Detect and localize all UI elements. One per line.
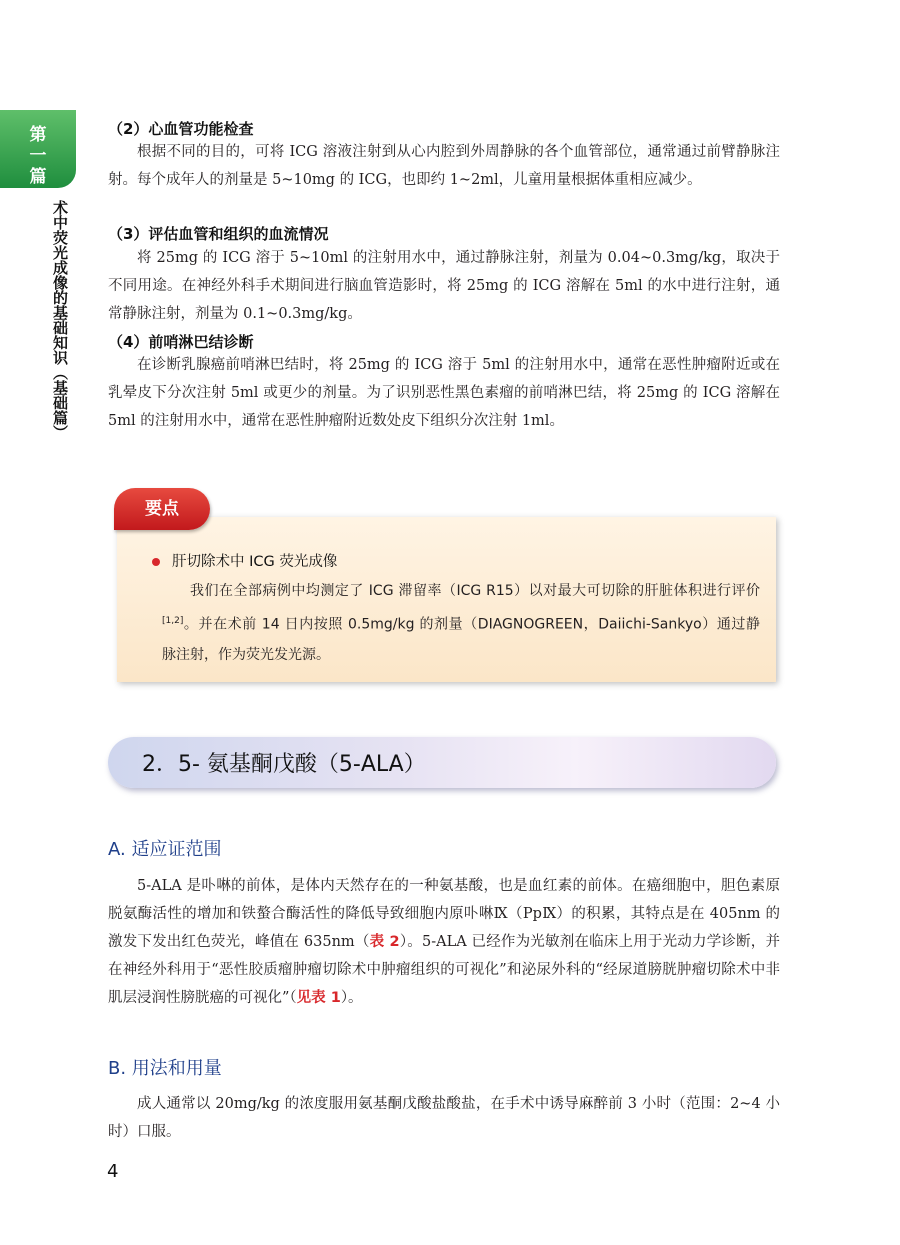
- citation: [1,2]: [162, 616, 184, 626]
- key-point-text-cont: 。并在术前 14 日内按照 0.5mg/kg 的剂量（DIAGNOGREEN，Daiichi-Sankyo）通过静脉注射，作为荧光发光源。: [162, 616, 760, 663]
- table-1-reference[interactable]: 见表 1: [296, 990, 341, 1006]
- bullet-icon: [152, 558, 160, 566]
- part-char: 第: [29, 125, 47, 145]
- subheading-2: （2）心血管功能检查: [108, 120, 254, 138]
- subheading-3: （3）评估血管和组织的血流情况: [108, 225, 329, 243]
- section-a-text-cont: ）。5-ALA 已经作为光敏剂在临床上用于光动力学诊断，并在神经外科用于“恶性胶质瘤肿瘤切除术中肿瘤组织的可视化”和泌尿外科的“经尿道膀胱肿瘤切除术中非肌层浸润性膀胱癌的可视化”（: [108, 934, 781, 1006]
- section-a-text: 5-ALA 是卟啉的前体，是体内天然存在的一种氨基酸，也是血红素的前体。在癌细胞中，胆色素原脱氨酶活性的增加和铁螯合酶活性的降低导致细胞内原卟啉Ⅸ（PpⅨ）的积累，其特点是在 405nm 的激发下发出红色荧光，峰值在 635nm（: [108, 878, 780, 950]
- page-number: 4: [107, 1161, 119, 1182]
- section-a-paragraph: [108, 872, 780, 1012]
- key-point-body: [162, 576, 760, 670]
- key-point-text: 我们在全部病例中均测定了 ICG 滞留率（ICG R15）以对最大可切除的肝脏体积进行评价: [190, 583, 760, 599]
- side-running-title: 术中荧光成像的基础知识（基础篇）: [51, 200, 69, 440]
- part-char: 篇: [29, 167, 47, 187]
- key-point-heading-text: 肝切除术中 ICG 荧光成像: [172, 554, 338, 570]
- key-point-badge: 要点: [114, 488, 210, 530]
- subheading-4: （4）前哨淋巴结诊断: [108, 333, 254, 351]
- table-2-reference[interactable]: 表 2: [369, 934, 400, 950]
- key-point-heading: [152, 550, 337, 571]
- chapter-banner: [108, 737, 776, 788]
- part-char: 一: [29, 146, 47, 166]
- section-b-paragraph: 成人通常以 20mg/kg 的浓度服用氨基酮戊酸盐酸盐，在手术中诱导麻醉前 3 小时（范围：2~4 小时）口服。: [108, 1096, 780, 1140]
- paragraph-3: 将 25mg 的 ICG 溶于 5~10ml 的注射用水中，通过静脉注射，剂量为 0.04~0.3mg/kg，取决于不同用途。在神经外科手术期间进行脑血管造影时，将 25mg 的 ICG 溶解在 5ml 的水中进行注射，通常静脉注射，剂量为 0.1~0.3mg/kg。: [108, 250, 780, 322]
- section-a-text-end: ）。: [340, 990, 363, 1006]
- paragraph-2: 根据不同的目的，可将 ICG 溶液注射到从心内腔到外周静脉的各个血管部位，通常通过前臂静脉注射。每个成年人的剂量是 5~10mg 的 ICG，也即约 1~2ml，儿童用量根据体重相应减少。: [108, 144, 780, 188]
- paragraph-4: 在诊断乳腺癌前哨淋巴结时，将 25mg 的 ICG 溶于 5ml 的注射用水中，通常在恶性肿瘤附近或在乳晕皮下分次注射 5ml 或更少的剂量。为了识别恶性黑色素瘤的前哨淋巴结，将 25mg 的 ICG 溶解在 5ml 的注射用水中，通常在恶性肿瘤附近数处皮下组织分次注射 1ml。: [108, 357, 780, 429]
- section-a-heading: A. 适应证范围: [108, 839, 222, 860]
- part-tab: [0, 110, 76, 188]
- section-b-heading: B. 用法和用量: [108, 1058, 222, 1079]
- chapter-title: 2．5- 氨基酮戊酸（5-ALA）: [142, 752, 426, 777]
